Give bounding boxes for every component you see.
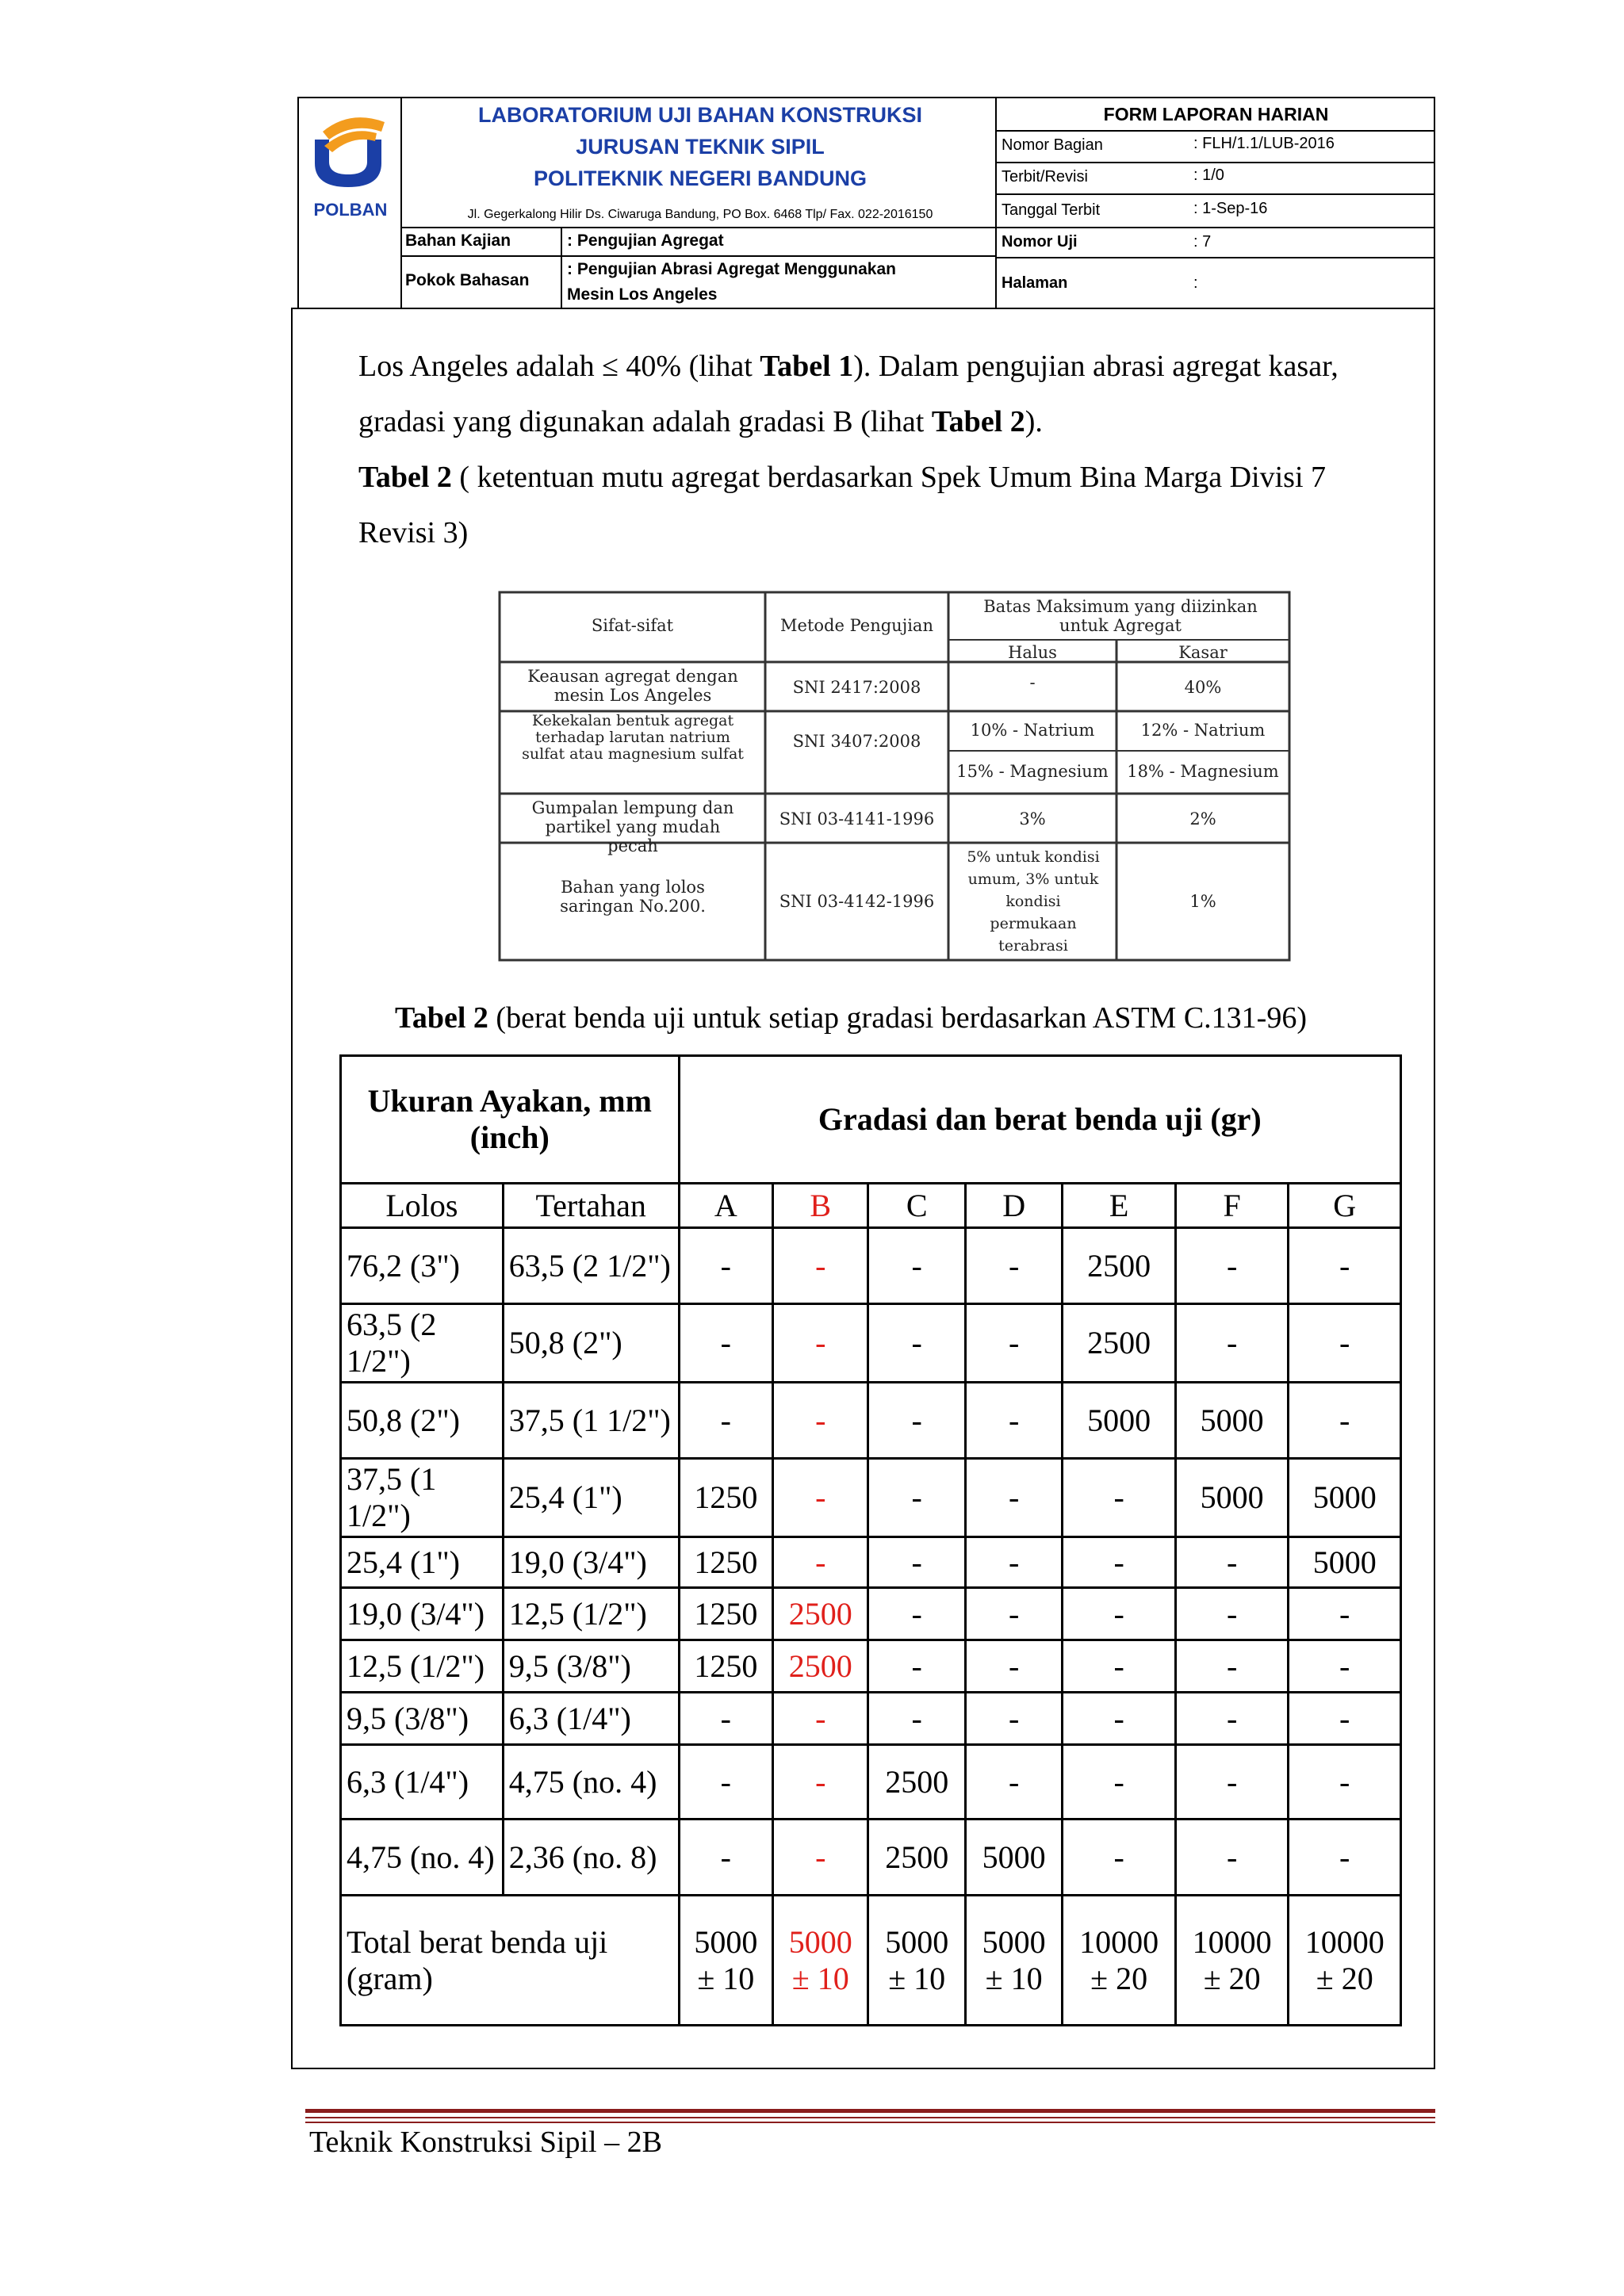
- value-cell: -: [868, 1537, 965, 1588]
- total-cell: 10000 ± 20: [1175, 1896, 1289, 2026]
- tertahan-cell: 6,3 (1/4"): [503, 1693, 679, 1745]
- lolos-cell: 76,2 (3"): [341, 1228, 504, 1304]
- value-cell: -: [773, 1304, 868, 1383]
- polban-logo-icon: [308, 108, 393, 195]
- total-cell: 5000 ± 10: [679, 1896, 772, 2026]
- table-2-caption: Tabel 2 (berat benda uji untuk setiap gradasi berdasarkan ASTM C.131-96): [395, 1001, 1307, 1035]
- value-cell: -: [773, 1745, 868, 1820]
- value-cell: -: [868, 1304, 965, 1383]
- value-cell: -: [1063, 1588, 1176, 1640]
- col-header: E: [1063, 1184, 1176, 1228]
- value-cell: 5000: [1175, 1459, 1289, 1537]
- scan-r2-sifat: Kekekalan bentuk agregat terhadap larutan natrium sulfat atau magnesium sulfat: [522, 712, 744, 763]
- col-header: F: [1175, 1184, 1289, 1228]
- tertahan-cell: 50,8 (2"): [503, 1304, 679, 1383]
- value-cell: -: [965, 1537, 1062, 1588]
- footer-rule: [305, 2117, 1435, 2118]
- lab-title: LABORATORIUM UJI BAHAN KONSTRUKSI: [478, 103, 922, 127]
- header-lolos: Lolos: [341, 1184, 504, 1228]
- tertahan-cell: 2,36 (no. 8): [503, 1820, 679, 1896]
- value-cell: -: [868, 1459, 965, 1537]
- tertahan-cell: 9,5 (3/8"): [503, 1640, 679, 1693]
- value-cell: -: [1063, 1537, 1176, 1588]
- department-title: JURUSAN TEKNIK SIPIL: [576, 135, 825, 159]
- footer-rule: [305, 2109, 1435, 2113]
- scan-r1-metode: SNI 2417:2008: [792, 678, 921, 697]
- value-cell: 2500: [773, 1588, 868, 1640]
- value-cell: 2500: [1063, 1228, 1176, 1304]
- scan-h-batas: Batas Maksimum yang diizinkan untuk Agregat: [983, 597, 1258, 635]
- scan-h-metode: Metode Pengujian: [780, 616, 933, 635]
- gradation-table: [339, 1054, 1402, 2026]
- tertahan-cell: 63,5 (2 1/2"): [503, 1228, 679, 1304]
- value-cell: -: [965, 1640, 1062, 1693]
- table-row: [341, 1304, 1401, 1383]
- form-title: FORM LAPORAN HARIAN: [1103, 104, 1329, 124]
- scan-r2-halus2: 15% - Magnesium: [956, 762, 1109, 781]
- terbit-label: Terbit/Revisi: [1002, 168, 1088, 186]
- value-cell: 2500: [868, 1745, 965, 1820]
- value-cell: -: [1289, 1228, 1401, 1304]
- tertahan-cell: 19,0 (3/4"): [503, 1537, 679, 1588]
- lolos-cell: 9,5 (3/8"): [341, 1693, 504, 1745]
- value-cell: -: [773, 1383, 868, 1459]
- footer-text: Teknik Konstruksi Sipil – 2B: [309, 2126, 662, 2159]
- value-cell: -: [1175, 1588, 1289, 1640]
- total-cell: 5000 ± 10: [965, 1896, 1062, 2026]
- scan-r3-halus: 3%: [1019, 809, 1046, 828]
- col-header-highlight: B: [773, 1184, 868, 1228]
- value-cell: -: [1063, 1459, 1176, 1537]
- value-cell: -: [773, 1459, 868, 1537]
- total-label: Total berat benda uji (gram): [341, 1896, 680, 2026]
- logo-text: POLBAN: [313, 200, 388, 220]
- address: Jl. Gegerkalong Hilir Ds. Ciwaruga Bandung, PO Box. 6468 Tlp/ Fax. 022-2016150: [467, 208, 933, 221]
- value-cell: 5000: [965, 1820, 1062, 1896]
- table-row: [341, 1383, 1401, 1459]
- tertahan-cell: 37,5 (1 1/2"): [503, 1383, 679, 1459]
- value-cell: -: [1289, 1640, 1401, 1693]
- scan-r1-sifat: Keausan agregat dengan mesin Los Angeles: [527, 667, 738, 705]
- value-cell: -: [965, 1228, 1062, 1304]
- scan-r2-halus: 10% - Natrium: [970, 721, 1095, 740]
- value-cell: 2500: [868, 1820, 965, 1896]
- total-cell: 10000 ± 20: [1063, 1896, 1176, 2026]
- tanggal-label: Tanggal Terbit: [1002, 201, 1101, 219]
- value-cell: -: [773, 1820, 868, 1896]
- value-cell: -: [773, 1228, 868, 1304]
- nomor-bagian-label: Nomor Bagian: [1002, 136, 1103, 154]
- value-cell: -: [1175, 1228, 1289, 1304]
- value-cell: -: [1289, 1304, 1401, 1383]
- scan-r4-kasar: 1%: [1189, 892, 1216, 911]
- value-cell: -: [1289, 1820, 1401, 1896]
- scan-r3-sifat: Gumpalan lempung dan partikel yang mudah pecah: [531, 798, 734, 855]
- table-row: [341, 1820, 1401, 1896]
- total-cell: 5000 ± 10: [868, 1896, 965, 2026]
- value-cell: -: [868, 1693, 965, 1745]
- value-cell: -: [868, 1640, 965, 1693]
- col-header: A: [679, 1184, 772, 1228]
- value-cell: -: [1175, 1537, 1289, 1588]
- col-header: D: [965, 1184, 1062, 1228]
- value-cell: 5000: [1289, 1537, 1401, 1588]
- header-tertahan: Tertahan: [503, 1184, 679, 1228]
- scan-r3-kasar: 2%: [1189, 809, 1216, 828]
- pokok-bahasan-value-1: : Pengujian Abrasi Agregat Menggunakan: [567, 260, 896, 278]
- scan-r1-halus: -: [1029, 673, 1036, 692]
- terbit-value: : 1/0: [1193, 166, 1224, 184]
- value-cell: 5000: [1289, 1459, 1401, 1537]
- value-cell: -: [1175, 1820, 1289, 1896]
- value-cell: 2500: [1063, 1304, 1176, 1383]
- scan-r1-kasar: 40%: [1184, 678, 1222, 697]
- total-cell: 10000 ± 20: [1289, 1896, 1401, 2026]
- value-cell: -: [1289, 1383, 1401, 1459]
- value-cell: -: [1175, 1304, 1289, 1383]
- value-cell: -: [1289, 1693, 1401, 1745]
- tertahan-cell: 4,75 (no. 4): [503, 1745, 679, 1820]
- lolos-cell: 63,5 (2 1/2"): [341, 1304, 504, 1383]
- tertahan-cell: 25,4 (1"): [503, 1459, 679, 1537]
- value-cell: -: [868, 1588, 965, 1640]
- value-cell: -: [679, 1745, 772, 1820]
- paragraph-line-4: Revisi 3): [358, 516, 469, 549]
- value-cell: -: [773, 1693, 868, 1745]
- tertahan-cell: 12,5 (1/2"): [503, 1588, 679, 1640]
- scan-r4-metode: SNI 03-4142-1996: [779, 892, 935, 911]
- value-cell: -: [868, 1228, 965, 1304]
- value-cell: -: [1289, 1745, 1401, 1820]
- value-cell: -: [1063, 1820, 1176, 1896]
- value-cell: -: [965, 1383, 1062, 1459]
- scan-r2-kasar2: 18% - Magnesium: [1127, 762, 1279, 781]
- col-header: G: [1289, 1184, 1401, 1228]
- lolos-cell: 12,5 (1/2"): [341, 1640, 504, 1693]
- value-cell: -: [965, 1693, 1062, 1745]
- lolos-cell: 19,0 (3/4"): [341, 1588, 504, 1640]
- scan-h-halus: Halus: [1008, 643, 1057, 662]
- table-row: [341, 1459, 1401, 1537]
- value-cell: -: [679, 1304, 772, 1383]
- value-cell: -: [1175, 1745, 1289, 1820]
- table-row: [341, 1588, 1401, 1640]
- value-cell: 2500: [773, 1640, 868, 1693]
- lolos-cell: 25,4 (1"): [341, 1537, 504, 1588]
- value-cell: -: [679, 1693, 772, 1745]
- paragraph-line-1: Los Angeles adalah ≤ 40% (lihat Tabel 1). Dalam pengujian abrasi agregat kasar,: [358, 350, 1339, 383]
- value-cell: -: [1063, 1745, 1176, 1820]
- header-gradasi: Gradasi dan berat benda uji (gr): [679, 1056, 1400, 1184]
- table-row: [341, 1693, 1401, 1745]
- bahan-kajian-value: : Pengujian Agregat: [567, 232, 724, 250]
- nomor-uji-label: Nomor Uji: [1002, 233, 1078, 251]
- value-cell: -: [965, 1745, 1062, 1820]
- total-cell-highlight: 5000 ± 10: [773, 1896, 868, 2026]
- scan-r4-halus: 5% untuk kondisi umum, 3% untuk kondisi permukaan terabrasi: [967, 848, 1100, 955]
- table-row: [341, 1228, 1401, 1304]
- value-cell: -: [1289, 1588, 1401, 1640]
- bahan-kajian-label: Bahan Kajian: [405, 232, 511, 250]
- scan-h-kasar: Kasar: [1178, 643, 1228, 662]
- scanned-quality-table: [498, 591, 1291, 962]
- value-cell: -: [773, 1537, 868, 1588]
- value-cell: -: [965, 1304, 1062, 1383]
- lolos-cell: 4,75 (no. 4): [341, 1820, 504, 1896]
- scan-r2-metode: SNI 3407:2008: [792, 732, 921, 751]
- pokok-bahasan-label: Pokok Bahasan: [405, 271, 530, 289]
- table-row: [341, 1745, 1401, 1820]
- value-cell: -: [868, 1383, 965, 1459]
- table-row: [341, 1537, 1401, 1588]
- institution-title: POLITEKNIK NEGERI BANDUNG: [533, 166, 868, 190]
- value-cell: -: [1175, 1640, 1289, 1693]
- value-cell: -: [1063, 1693, 1176, 1745]
- tanggal-value: : 1-Sep-16: [1193, 200, 1268, 217]
- value-cell: -: [965, 1459, 1062, 1537]
- value-cell: 5000: [1175, 1383, 1289, 1459]
- nomor-bagian-value: : FLH/1.1/LUB-2016: [1193, 135, 1335, 152]
- pokok-bahasan-value-2: Mesin Los Angeles: [567, 285, 718, 304]
- halaman-value: :: [1193, 274, 1198, 292]
- value-cell: -: [1063, 1640, 1176, 1693]
- value-cell: -: [679, 1383, 772, 1459]
- halaman-label: Halaman: [1002, 274, 1068, 292]
- document-header: [297, 97, 1435, 309]
- table-row: [341, 1640, 1401, 1693]
- scan-r2-kasar: 12% - Natrium: [1140, 721, 1266, 740]
- value-cell: -: [679, 1228, 772, 1304]
- nomor-uji-value: : 7: [1193, 233, 1212, 251]
- value-cell: 1250: [679, 1588, 772, 1640]
- value-cell: 5000: [1063, 1383, 1176, 1459]
- lolos-cell: 6,3 (1/4"): [341, 1745, 504, 1820]
- header-ukuran-ayakan: Ukuran Ayakan, mm (inch): [341, 1056, 680, 1184]
- value-cell: 1250: [679, 1537, 772, 1588]
- value-cell: 1250: [679, 1459, 772, 1537]
- lolos-cell: 50,8 (2"): [341, 1383, 504, 1459]
- value-cell: -: [965, 1588, 1062, 1640]
- value-cell: -: [1175, 1693, 1289, 1745]
- col-header: C: [868, 1184, 965, 1228]
- value-cell: -: [679, 1820, 772, 1896]
- footer-rule: [305, 2122, 1435, 2123]
- lolos-cell: 37,5 (1 1/2"): [341, 1459, 504, 1537]
- scan-h-sifat: Sifat-sifat: [591, 616, 674, 635]
- paragraph-line-2: gradasi yang digunakan adalah gradasi B (lihat Tabel 2).: [358, 405, 1043, 438]
- value-cell: 1250: [679, 1640, 772, 1693]
- paragraph-line-3: Tabel 2 ( ketentuan mutu agregat berdasarkan Spek Umum Bina Marga Divisi 7: [358, 461, 1326, 494]
- scan-r4-sifat: Bahan yang lolos saringan No.200.: [560, 878, 706, 916]
- scan-r3-metode: SNI 03-4141-1996: [779, 809, 935, 828]
